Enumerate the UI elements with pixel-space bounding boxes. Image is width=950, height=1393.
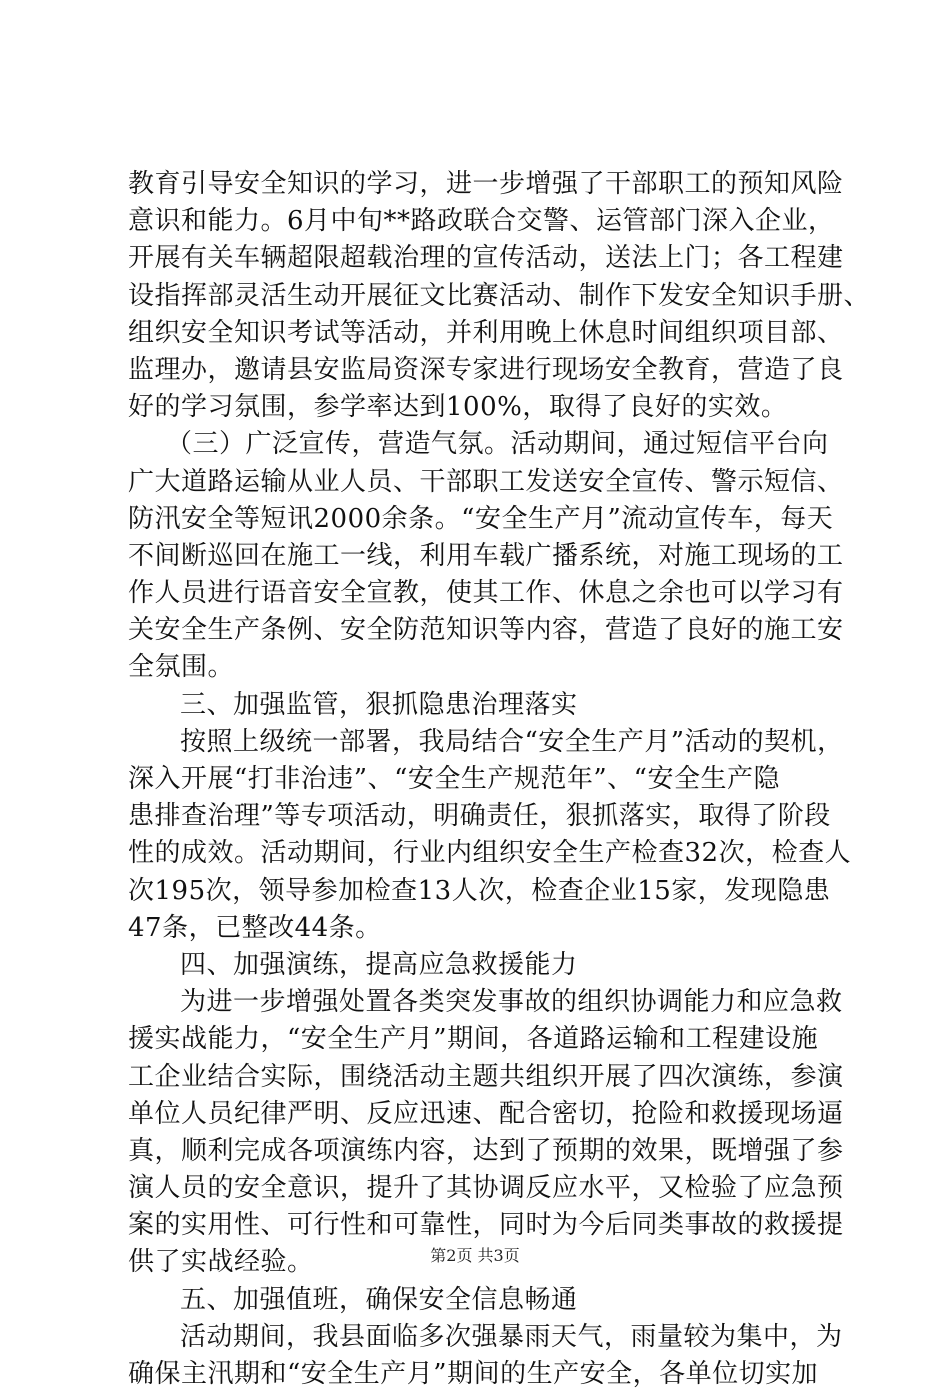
text-line: 防汛安全等短讯2000余条。“安全生产月”流动宣传车，每天 xyxy=(128,503,834,534)
text-line: 按照上级统一部署，我局结合“安全生产月”活动的契机， xyxy=(180,726,844,757)
text-line: 单位人员纪律严明、反应迅速、配合密切，抢险和救援现场逼 xyxy=(128,1098,844,1129)
text-line: （三）广泛宣传，营造气氛。活动期间，通过短信平台向 xyxy=(166,429,829,460)
text-line: 监理办，邀请县安监局资深专家进行现场安全教育，营造了良 xyxy=(128,354,844,385)
text-line: 广大道路运输从业人员、干部职工发送安全宣传、警示短信、 xyxy=(128,466,844,497)
text-line: 不间断巡回在施工一线，利用车载广播系统，对施工现场的工 xyxy=(128,540,844,571)
page-footer: 第2页 共3页 xyxy=(430,1246,520,1265)
text-line: 四、加强演练，提高应急救援能力 xyxy=(180,949,578,980)
text-line: 好的学习氛围，参学率达到100%，取得了良好的实效。 xyxy=(128,392,788,423)
text-line: 关安全生产条例、安全防范知识等内容，营造了良好的施工安 xyxy=(128,615,844,646)
text-line: 演人员的安全意识，提升了其协调反应水平，又检验了应急预 xyxy=(128,1173,844,1204)
text-line: 开展有关车辆超限超载治理的宣传活动，送法上门；各工程建 xyxy=(128,243,844,274)
text-line: 教育引导安全知识的学习，进一步增强了干部职工的预知风险 xyxy=(128,169,844,199)
text-line: 援实战能力，“安全生产月”期间，各道路运输和工程建设施 xyxy=(128,1024,819,1055)
text-line: 组织安全知识考试等活动，并利用晚上休息时间组织项目部、 xyxy=(128,317,844,348)
text-line: 患排查治理”等专项活动，明确责任，狠抓落实，取得了阶段 xyxy=(128,801,831,832)
text-line: 工企业结合实际，围绕活动主题共组织开展了四次演练，参演 xyxy=(128,1061,844,1092)
text-line: 为进一步增强处置各类突发事故的组织协调能力和应急救 xyxy=(180,987,843,1018)
text-line: 案的实用性、可行性和可靠性，同时为今后同类事故的救援提 xyxy=(128,1210,844,1241)
text-line: 确保主汛期和“安全生产月”期间的生产安全，各单位切实加 xyxy=(128,1359,819,1389)
text-line: 真，顺利完成各项演练内容，达到了预期的效果，既增强了参 xyxy=(128,1135,844,1166)
text-line: 47条，已整改44条。 xyxy=(128,912,382,943)
text-line: 次195次，领导参加检查13人次，检查企业15家，发现隐患 xyxy=(128,875,831,906)
text-line: 五、加强值班，确保安全信息畅通 xyxy=(180,1284,578,1315)
text-line: 作人员进行语音安全宣教，使其工作、休息之余也可以学习有 xyxy=(128,578,844,609)
text-line: 活动期间，我县面临多次强暴雨天气，雨量较为集中，为 xyxy=(180,1321,843,1352)
text-line: 全氛围。 xyxy=(128,652,235,683)
document-body xyxy=(128,166,871,1393)
text-line: 性的成效。活动期间，行业内组织安全生产检查32次，检查人 xyxy=(128,838,852,869)
text-line: 深入开展“打非治违”、“安全生产规范年”、“安全生产隐 xyxy=(128,764,780,794)
text-line: 意识和能力。6月中旬**路政联合交警、运管部门深入企业， xyxy=(128,206,835,237)
text-line: 供了实战经验。 xyxy=(128,1247,314,1278)
text-line: 三、加强监管，狠抓隐患治理落实 xyxy=(180,689,578,720)
text-line: 设指挥部灵活生动开展征文比赛活动、制作下发安全知识手册、 xyxy=(128,280,871,311)
